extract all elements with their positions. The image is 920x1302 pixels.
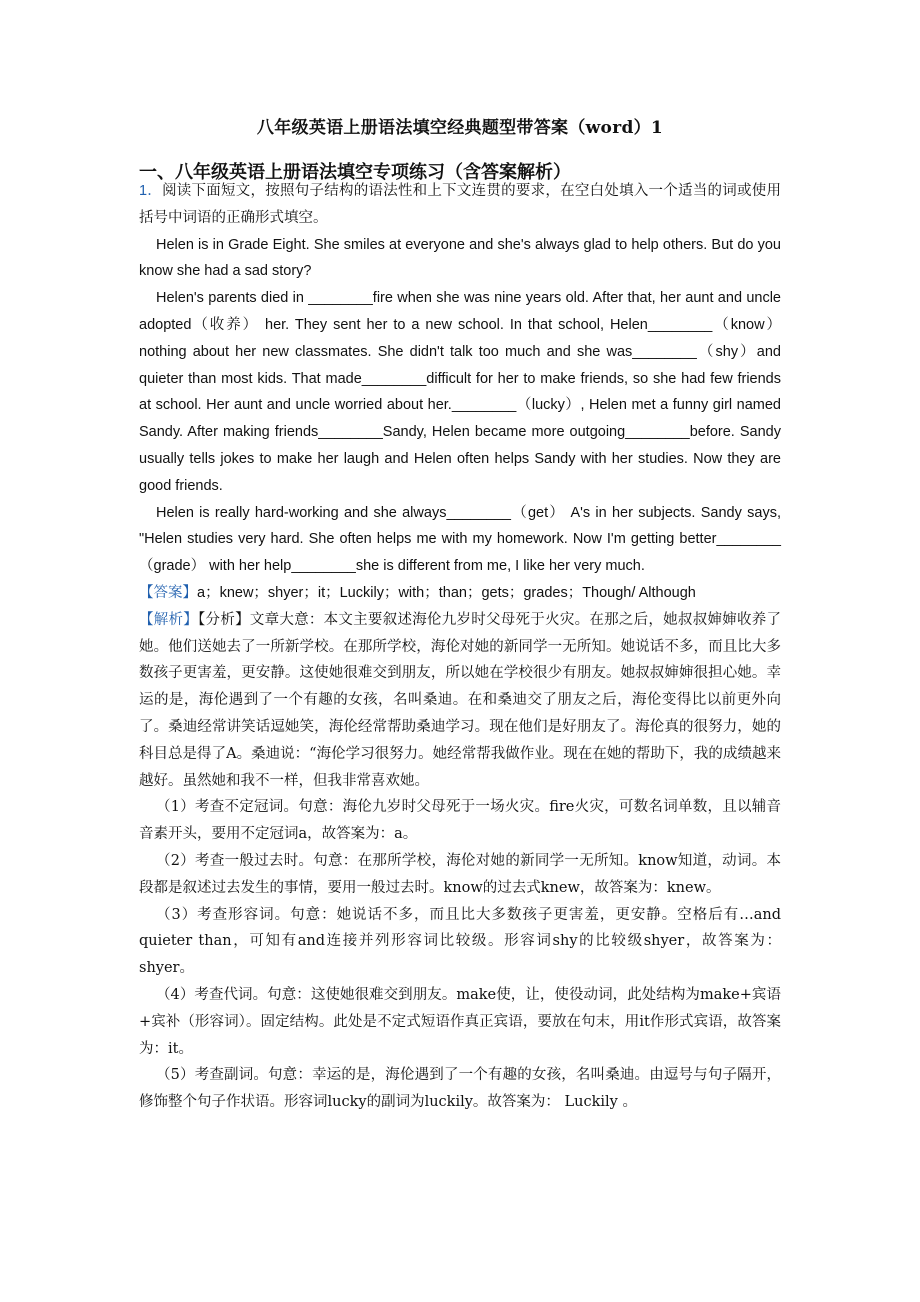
passage-paragraph-2: Helen's parents died in ________fire when she was nine years old. After that, her aunt and uncle adopted（收养） her. They sent her to a new school. In that school, Helen________（know） nothing about her new classmates. She didn't talk too much and she was________（shy）and quieter than most kids. That made________difficult for her to make friends, so she had few friends at school. Her aunt and uncle worried about her.________（lucky）, Helen met a funny girl named Sandy. After making friends________Sandy, Helen became more outgoing________before. Sandy usually tells jokes to make her laugh and Helen often helps Sandy with her studies. Now they are good friends.	[139, 290, 781, 494]
analysis-item-5: （5）考查副词。句意：幸运的是，海伦遇到了一个有趣的女孩，名叫桑迪。由逗号与句子隔开，修饰整个句子作状语。形容词lucky的副词为luckily。故答案为： Luckily 。	[139, 1067, 781, 1111]
answer-text: a；knew；shyer；it；Luckily；with；than；gets；grades；Though/ Although	[197, 584, 696, 601]
question-content	[139, 178, 781, 1116]
analysis-item-2: （2）考查一般过去时。句意：在那所学校，海伦对她的新同学一无所知。know知道，动词。本段都是叙述过去发生的事情，要用一般过去时。know的过去式knew，故答案为：knew。	[139, 852, 781, 896]
document-title: 八年级英语上册语法填空经典题型带答案（word）1	[256, 118, 664, 138]
analysis-item-1: （1）考查不定冠词。句意：海伦九岁时父母死于一场火灾。fire火灾，可数名词单数，且以辅音音素开头，要用不定冠词a，故答案为：a。	[139, 799, 781, 843]
answer-line	[139, 580, 781, 607]
analysis-item-3: （3）考查形容词。句意：她说话不多，而且比大多数孩子更害羞，更安静。空格后有…and quieter than，可知有and连接并列形容词比较级。形容词shy的比较级shyer，故答案为：shyer。	[139, 906, 781, 977]
passage-paragraph-3: Helen is really hard-working and she always________（get） A's in her subjects. Sandy says, "Helen studies very hard. She often helps me with my homework. Now I'm getting better________（grade） with her help________she is different from me, I like her very much.	[139, 504, 781, 575]
question-number: 1．	[139, 183, 163, 199]
passage-paragraph-1: Helen is in Grade Eight. She smiles at everyone and she's always glad to help others. But do you know she had a sad story?	[139, 236, 781, 280]
question-instructions: 1．阅读下面短文，按照句子结构的语法性和上下文连贯的要求，在空白处填入一个适当的词或使用括号中词语的正确形式填空。	[139, 183, 781, 226]
analysis-item-4: （4）考查代词。句意：这使她很难交到朋友。make使，让，使役动词，此处结构为make+宾语+宾补（形容词）。固定结构。此处是不定式短语作真正宾语，要放在句末，用it作形式宾语，故答案为：it。	[139, 986, 781, 1057]
answer-label: 【答案】	[139, 584, 197, 601]
analysis-label: 【解析】	[139, 611, 199, 628]
section-heading: 一、八年级英语上册语法填空专项练习（含答案解析）	[139, 162, 571, 183]
analysis-intro: 【解析】【分析】文章大意：本文主要叙述海伦九岁时父母死于火灾。在那之后，她叔叔婶婶收养了她。他们送她去了一所新学校。在那所学校，海伦对她的新同学一无所知。她说话不多，而且比大多数孩子更害羞，更安静。这使她很难交到朋友，所以她在学校很少有朋友。她叔叔婶婶很担心她。幸运的是，海伦遇到了一个有趣的女孩，名叫桑迪。在和桑迪交了朋友之后，海伦变得比以前更外向了。桑迪经常讲笑话逗她笑，海伦经常帮助桑迪学习。现在他们是好朋友了。海伦真的很努力，她的科目总是得了A。桑迪说：“海伦学习很努力。她经常帮我做作业。现在在她的帮助下，我的成绩越来越好。虽然她和我不一样，但我非常喜欢她。	[139, 611, 781, 789]
